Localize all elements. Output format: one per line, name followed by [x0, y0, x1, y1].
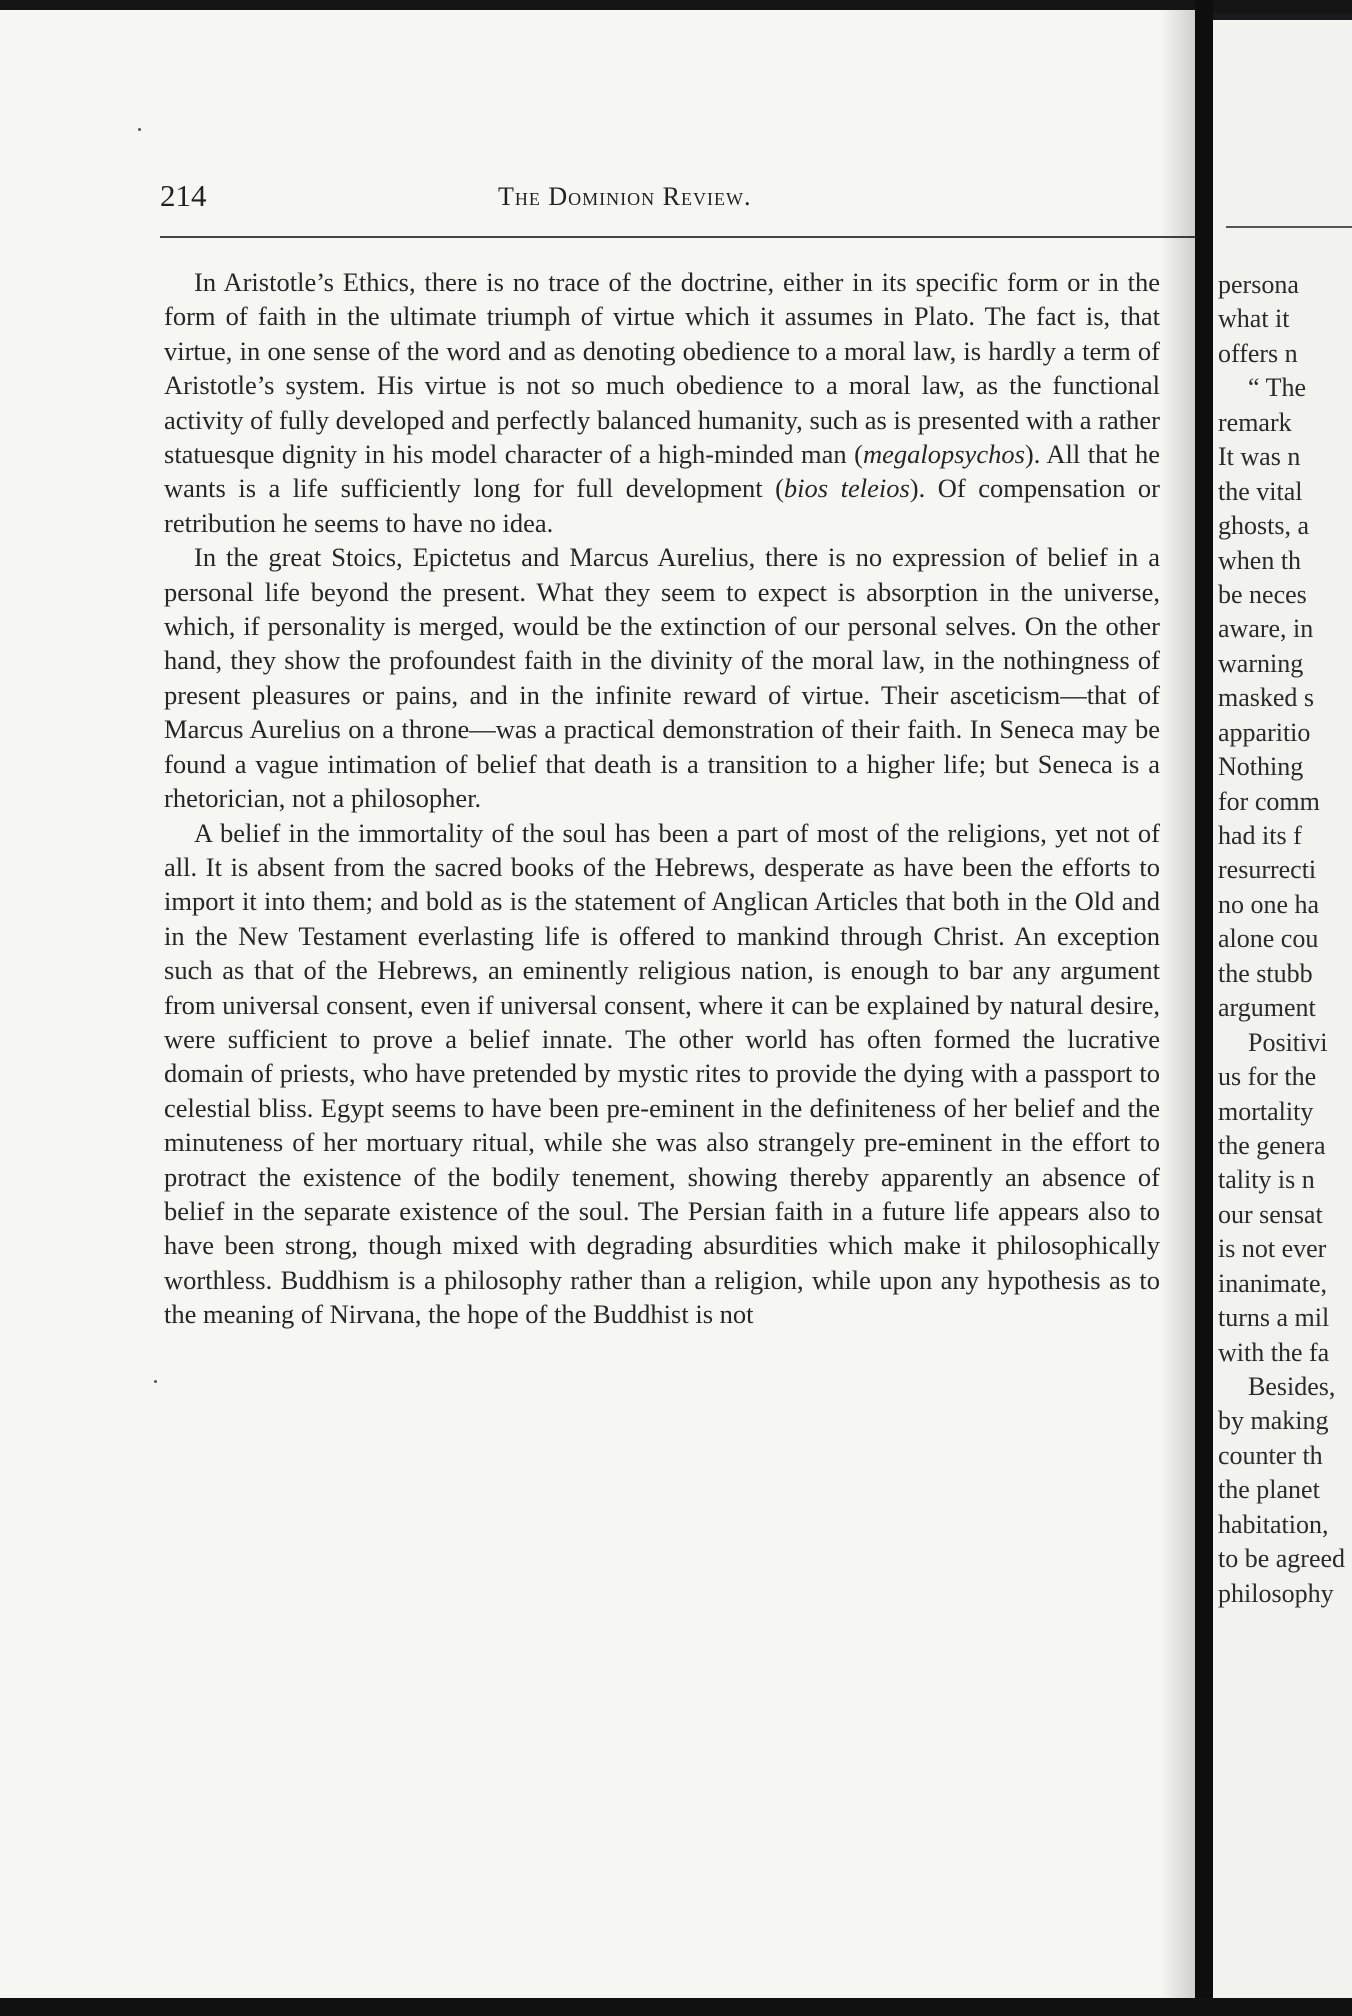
italic-term: bios teleios — [783, 473, 910, 504]
right-page-line: is not ever — [1218, 1234, 1327, 1264]
scan-speck — [154, 1380, 157, 1383]
right-page-line: us for the — [1218, 1062, 1317, 1092]
right-page-line: when th — [1218, 545, 1302, 575]
right-page-line: apparitio — [1218, 717, 1311, 747]
right-page-line: with the fa — [1218, 1337, 1330, 1367]
right-page-line: alone cou — [1218, 924, 1319, 954]
scan-bottom-edge — [0, 1998, 1352, 2016]
right-page-line: argument — [1218, 993, 1316, 1023]
italic-term: megalopsychos — [862, 439, 1025, 470]
right-page-line: persona — [1218, 270, 1299, 299]
right-page-line: Positivi — [1248, 1027, 1328, 1057]
right-page-text — [1218, 268, 1352, 1611]
right-page-line: the genera — [1218, 1130, 1326, 1160]
right-page-line: philosophy — [1218, 1578, 1334, 1608]
right-page-line: inanimate, — [1218, 1268, 1328, 1298]
journal-title: The Dominion Review. — [498, 182, 752, 211]
right-page-line: Besides, — [1248, 1372, 1336, 1401]
right-page-line: It was n — [1218, 442, 1301, 472]
scan-speck — [138, 128, 141, 131]
right-page — [1213, 20, 1352, 2000]
right-page-line: aware, in — [1218, 614, 1314, 644]
right-page-line: counter th — [1218, 1440, 1323, 1470]
right-page-line: to be agreed — [1218, 1544, 1346, 1574]
right-page-line: by making — [1218, 1406, 1329, 1436]
right-page-line: remark — [1218, 407, 1292, 437]
right-page-line: turns a mil — [1218, 1303, 1330, 1333]
right-page-line: the stubb — [1218, 958, 1313, 988]
paragraph — [164, 816, 1160, 1332]
page-curve-shadow — [1160, 10, 1200, 2000]
header-rule — [160, 236, 1195, 238]
right-page-rule — [1226, 226, 1352, 228]
right-page-line: the vital — [1218, 476, 1303, 506]
right-page-line: “ The — [1248, 373, 1306, 403]
running-head — [160, 178, 1195, 222]
text-run: ). Of compensation or retribution he seems to have no idea. — [164, 473, 1160, 538]
paragraph — [164, 265, 1160, 540]
right-page-line: what it — [1218, 304, 1290, 334]
right-page-line: masked s — [1218, 683, 1315, 713]
text-run: In the great Stoics, Epictetus and Marcus Aurelius, there is no expression of belief in a personal life beyond the present. What they seem to expect is absorption in the universe, which, if personality is merged, would be the extinction of our personal selves. On the other hand, they show the profoundest faith in the divinity of the moral law, in the nothingness of present pleasures or pains, and in the infinite reward of virtue. Their asceticism—that of Marcus Aurelius on a throne—was a practical demonstration of their faith. In Seneca may be found a vague intimation of belief that death is a transition to a higher life; but Seneca is a rhetorician, not a philosopher. — [164, 542, 1160, 814]
right-page-line: mortality — [1218, 1096, 1314, 1126]
page-number: 214 — [160, 178, 207, 213]
right-page-line: be neces — [1218, 579, 1307, 609]
right-page-line: our sensat — [1218, 1199, 1323, 1229]
left-page — [0, 10, 1195, 2000]
right-page-line: warning — [1218, 648, 1304, 678]
body-text — [164, 265, 1160, 1332]
right-page-line: ghosts, a — [1218, 511, 1309, 541]
right-page-line: no one ha — [1218, 889, 1320, 919]
right-page-line: had its f — [1218, 821, 1302, 850]
text-run: ). All that he wants is a life sufficiently long for full development ( — [164, 439, 1160, 504]
right-page-line: Nothing — [1218, 752, 1304, 782]
right-page-line: for comm — [1218, 786, 1320, 816]
right-page-line: the planet — [1218, 1475, 1320, 1505]
paragraph — [164, 540, 1160, 815]
text-run: A belief in the immortality of the soul has been a part of most of the religions, yet not of all. It is absent from the sacred books of the Hebrews, desperate as have been the efforts to import it into them; and bold as is the statement of Anglican Articles that both in the Old and in the New Testament everlasting life is offered to mankind through Christ. An exception such as that of the Hebrews, an eminently religious nation, is enough to bar any argument from universal consent, even if universal consent, where it can be explained by natural desire, were sufficient to prove a belief innate. The other world has often formed the lucrative domain of priests, who have pretended by mystic rites to provide the dying with a passport to celestial bliss. Egypt seems to have been pre-eminent in the definiteness of her belief and the minuteness of her mortuary ritual, while she was also strangely pre-eminent in the effort to protract the existence of the bodily tenement, showing thereby apparently an absence of belief in the separate existence of the soul. The Persian faith in a future life appears also to have been strong, though mixed with degrading absurdities which make it philosophically worthless. Buddhism is a philosophy rather than a religion, while upon any hypothesis as to the meaning of Nirvana, the hope of the Buddhist is not — [164, 817, 1160, 1330]
book-gutter — [1195, 0, 1213, 2016]
right-page-line: habitation, — [1218, 1509, 1329, 1539]
right-page-line: resurrecti — [1218, 855, 1317, 885]
right-page-line: offers n — [1218, 338, 1298, 368]
right-page-line: tality is n — [1218, 1165, 1315, 1195]
text-run: In Aristotle’s Ethics, there is no trace of the doctrine, either in its specific form or in the form of faith in the ultimate triumph of virtue which it assumes in Plato. The fact is, that virtue, in one sense of the word and as denoting obedience to a moral law, is hardly a term of Aristotle’s system. His virtue is not so much obedience to a moral law, as the functional activity of fully developed and perfectly balanced humanity, such as is presented with a rather statuesque dignity in his model character of a high-minded man ( — [164, 267, 1160, 470]
